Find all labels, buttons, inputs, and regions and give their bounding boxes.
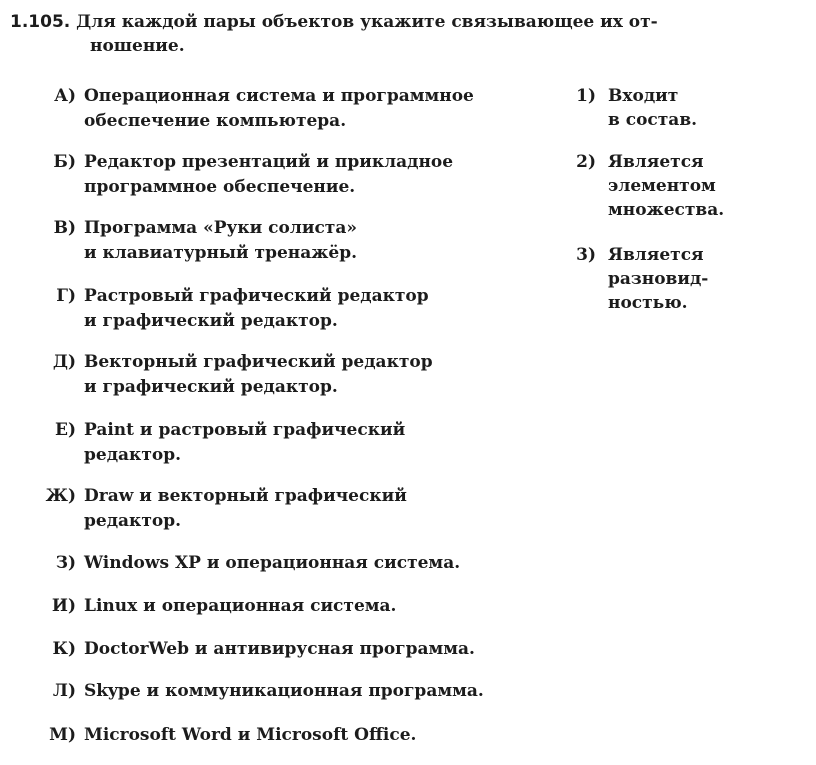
relation-text: ностью. <box>608 293 688 313</box>
pair-text: Редактор презентаций и прикладное <box>84 152 454 172</box>
pair-item <box>32 551 512 576</box>
pair-label: А) <box>54 86 76 106</box>
pair-text: и графический редактор. <box>84 311 338 331</box>
relation-text: в состав. <box>608 110 698 130</box>
task-text-line-1: Для каждой пары объектов укажите связывающее их от- <box>76 12 658 32</box>
pair-label: Г) <box>56 286 76 306</box>
pair-label: Л) <box>52 681 76 701</box>
pair-item <box>32 84 512 134</box>
pair-text: обеспечение компьютера. <box>84 111 347 131</box>
relation-number: 1) <box>576 86 596 106</box>
pair-text: и графический редактор. <box>84 377 338 397</box>
pair-text: программное обеспечение. <box>84 177 356 197</box>
relation-option <box>560 243 800 315</box>
pair-text: редактор. <box>84 511 182 531</box>
pair-text: Windows XP и операционная система. <box>84 553 461 573</box>
relation-text: Входит <box>608 86 679 106</box>
pair-text: и клавиатурный тренажёр. <box>84 243 358 263</box>
pair-text: DoctorWeb и антивирусная программа. <box>84 639 475 659</box>
pair-text: редактор. <box>84 445 182 465</box>
pair-text: Linux и операционная система. <box>84 596 397 616</box>
relation-text: Является <box>608 152 704 172</box>
pair-label: И) <box>51 596 76 616</box>
pair-item <box>32 594 512 619</box>
pair-text: Draw и векторный графический <box>84 486 407 506</box>
relation-text: разновид- <box>608 269 709 289</box>
pair-label: М) <box>49 725 76 745</box>
pair-text: Программа «Руки солиста» <box>84 218 357 238</box>
pair-text: Векторный графический редактор <box>84 352 433 372</box>
relation-number: 2) <box>576 152 596 172</box>
pair-text: Операционная система и программное <box>84 86 474 106</box>
pair-label: Б) <box>53 152 76 172</box>
relation-option <box>560 84 800 132</box>
pair-item <box>32 284 512 334</box>
pair-item <box>32 679 512 704</box>
relation-number: 3) <box>576 245 596 265</box>
pair-label: З) <box>55 553 76 573</box>
relation-option <box>560 150 800 222</box>
pair-item <box>32 484 512 534</box>
pair-item <box>32 723 512 748</box>
pair-text: Microsoft Word и Microsoft Office. <box>84 725 417 745</box>
task-text-line-2: ношение. <box>90 36 185 56</box>
relation-text: Является <box>608 245 704 265</box>
task-statement <box>10 10 730 58</box>
relation-text: множества. <box>608 200 725 220</box>
pair-item <box>32 150 512 200</box>
pair-label: К) <box>52 639 76 659</box>
pair-item <box>32 418 512 468</box>
pair-item <box>32 637 512 662</box>
relation-text: элементом <box>608 176 716 196</box>
pair-label: Д) <box>52 352 76 372</box>
pair-label: Е) <box>54 420 76 440</box>
pair-label: В) <box>53 218 76 238</box>
pair-label: Ж) <box>45 486 76 506</box>
pair-text: Skype и коммуникационная программа. <box>84 681 484 701</box>
task-number: 1.105. <box>10 12 71 32</box>
pair-item <box>32 350 512 400</box>
pair-item <box>32 216 512 266</box>
pair-text: Paint и растровый графический <box>84 420 406 440</box>
pair-text: Растровый графический редактор <box>84 286 429 306</box>
